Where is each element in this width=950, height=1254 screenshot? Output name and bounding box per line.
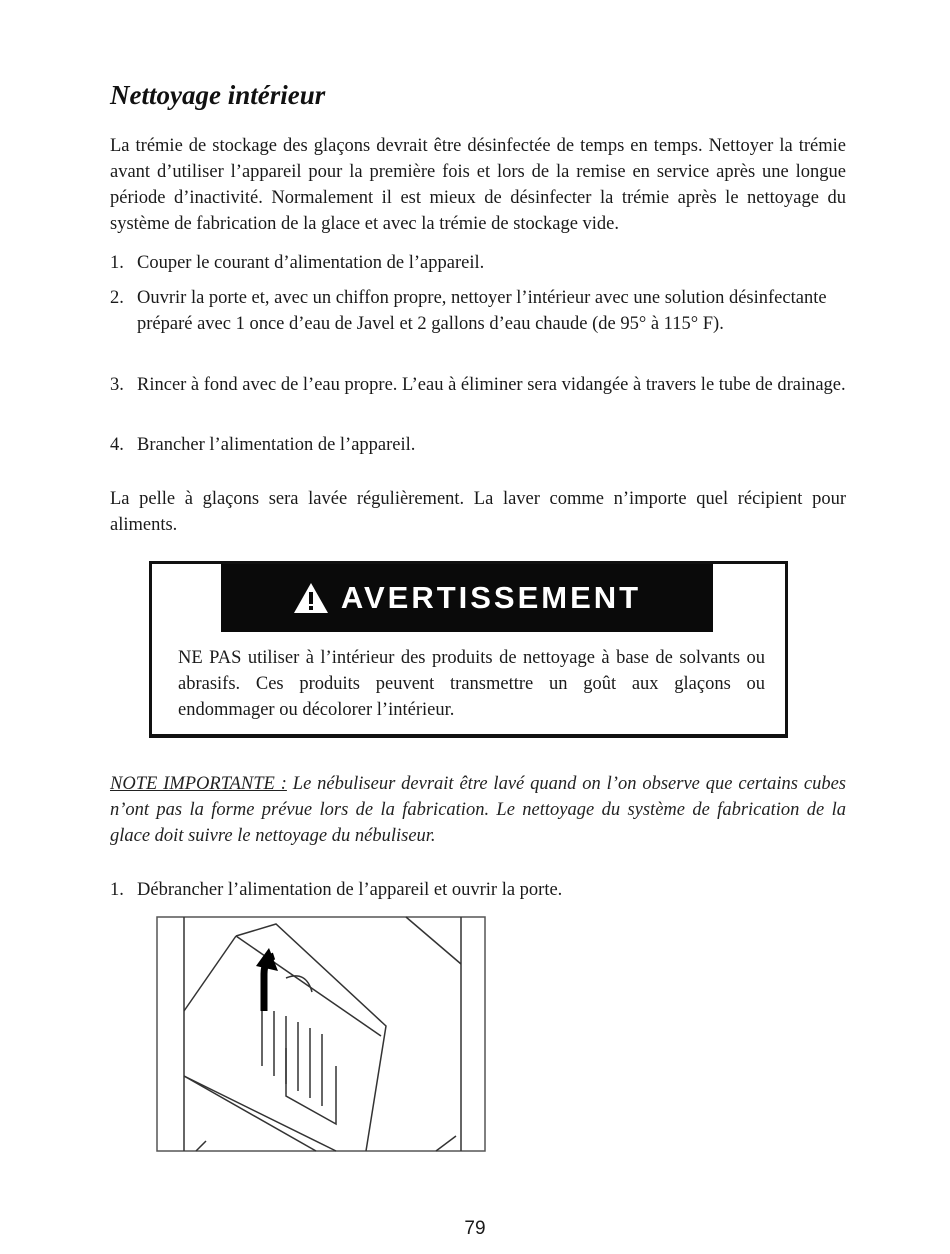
warning-box xyxy=(149,561,788,738)
list-item-number: 1. xyxy=(110,253,124,273)
warning-triangle-icon xyxy=(293,582,329,614)
list-item-text: Débrancher l’alimentation de l’appareil et ouvrir la porte. xyxy=(137,880,563,900)
note-label: NOTE IMPORTANTE : xyxy=(110,774,287,794)
list-item xyxy=(110,432,873,458)
warning-title: AVERTISSEMENT xyxy=(340,580,642,615)
list-item xyxy=(110,877,873,903)
list-item-number: 2. xyxy=(110,288,124,308)
important-note xyxy=(110,771,846,849)
list-item-text: Brancher l’alimentation de l’appareil. xyxy=(137,435,416,455)
section-title: Nettoyage intérieur xyxy=(110,80,326,110)
list-item-text: Ouvrir la porte et, avec un chiffon propre, nettoyer l’intérieur avec une solution désinfectante préparé avec 1 once d’eau de Javel et 2 gallons d’eau chaude (de 95° à 115° F). xyxy=(137,288,827,334)
warning-banner xyxy=(221,564,713,632)
list-item-number: 3. xyxy=(110,375,124,395)
list-item xyxy=(110,250,873,276)
intro-paragraph: La trémie de stockage des glaçons devrait être désinfectée de temps en temps. Nettoyer la trémie avant d’utiliser l’appareil pour la première fois et lors de la remise en service après une longue période d’inactivité. Normalement il est mieux de désinfecter la trémie après le nettoyage du système de fabrication de la glace et avec la trémie de stockage vide. xyxy=(110,136,846,234)
page-number: 79 xyxy=(464,1218,486,1239)
list-item-number: 1. xyxy=(110,880,124,900)
list-item xyxy=(110,372,873,398)
warning-text: NE PAS utiliser à l’intérieur des produits de nettoyage à base de solvants ou abrasifs. Ces produits peuvent transmettre un goût aux glaçons ou endommager ou décolorer l’intérieur. xyxy=(178,648,765,720)
scoop-paragraph: La pelle à glaçons sera lavée régulièrement. La laver comme n’importe quel récipient pour aliments. xyxy=(110,489,846,535)
list-item-text: Couper le courant d’alimentation de l’appareil. xyxy=(137,253,485,273)
ice-maker-figure xyxy=(156,916,486,1152)
list-item-text: Rincer à fond avec de l’eau propre. L’eau à éliminer sera vidangée à travers le tube de drainage. xyxy=(137,375,846,395)
list-item xyxy=(110,285,873,337)
list-item-number: 4. xyxy=(110,435,124,455)
note-text: Le nébuliseur devrait être lavé quand on l’on observe que certains cubes n’ont pas la forme prévue lors de la fabrication. Le nettoyage du système de fabrication de la glace doit suivre le nettoyage du nébuliseur. xyxy=(110,774,846,846)
